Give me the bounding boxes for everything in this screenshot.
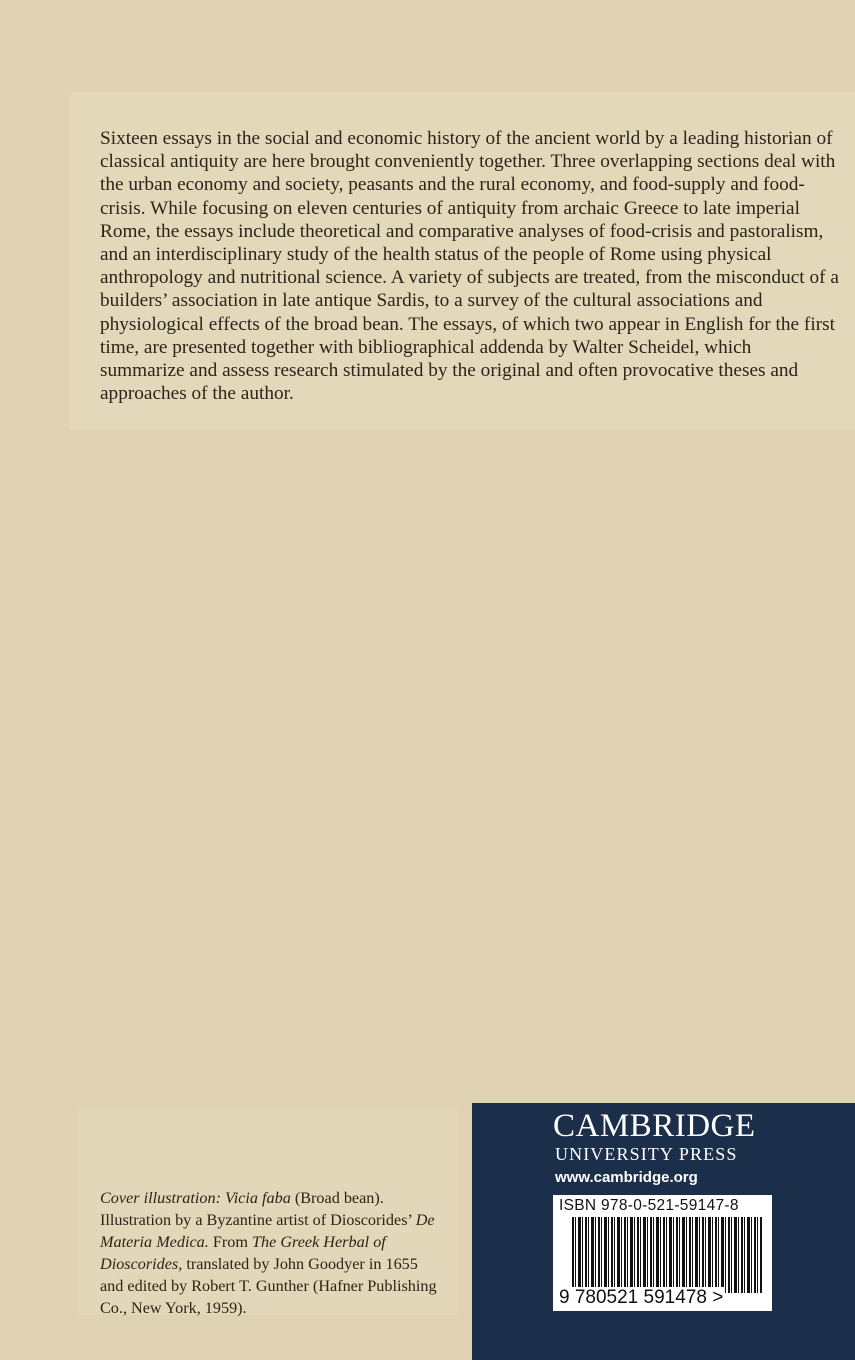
credit-part-1: (Broad bean). Illustration by a Byzantine artist of Dioscorides’: [100, 1189, 416, 1229]
credit-label: Cover illustration: Vicia faba: [100, 1189, 291, 1207]
blurb-text: Sixteen essays in the social and economic history of the ancient world by a leading historian of classical antiquity are here brought conveniently together. Three overlapping sections deal with the urban economy and society, peasants and the rural economy, and food-supply and food-crisis. While focusing on eleven centuries of antiquity from archaic Greece to late imperial Rome, the essays include theoretical and comparative analyses of food-crisis and pastoralism, and an interdisciplinary study of the health status of the people of Rome using physical anthropology and nutritional science. A variety of subjects are treated, from the misconduct of a builders’ association in late antique Sardis, to a survey of the cultural associations and physiological effects of the broad bean. The essays, of which two appear in English for the first time, are presented together with bibliographical addenda by Walter Scheidel, which summarize and assess research stimulated by the original and often provocative theses and approaches of the author.: [100, 128, 839, 405]
publisher-subtitle: UNIVERSITY PRESS: [555, 1144, 738, 1164]
credit-part-2: From: [208, 1233, 252, 1251]
credit-work-title: De Materia Medica.: [100, 1211, 435, 1251]
publisher-name: CAMBRIDGE: [553, 1108, 756, 1144]
ean-digits: 9 780521 591478 >: [559, 1287, 724, 1308]
isbn-label: ISBN 978-0-521-59147-8: [559, 1197, 739, 1214]
cover-credit: [100, 1187, 440, 1319]
barcode-bars: [572, 1217, 762, 1293]
credit-book-title: The Greek Herbal of Dioscorides,: [100, 1233, 386, 1273]
credit-part-3: translated by John Goodyer in 1655 and edited by Robert T. Gunther (Hafner Publishing Co., New York, 1959).: [100, 1255, 437, 1317]
publisher-url: www.cambridge.org: [555, 1169, 698, 1186]
